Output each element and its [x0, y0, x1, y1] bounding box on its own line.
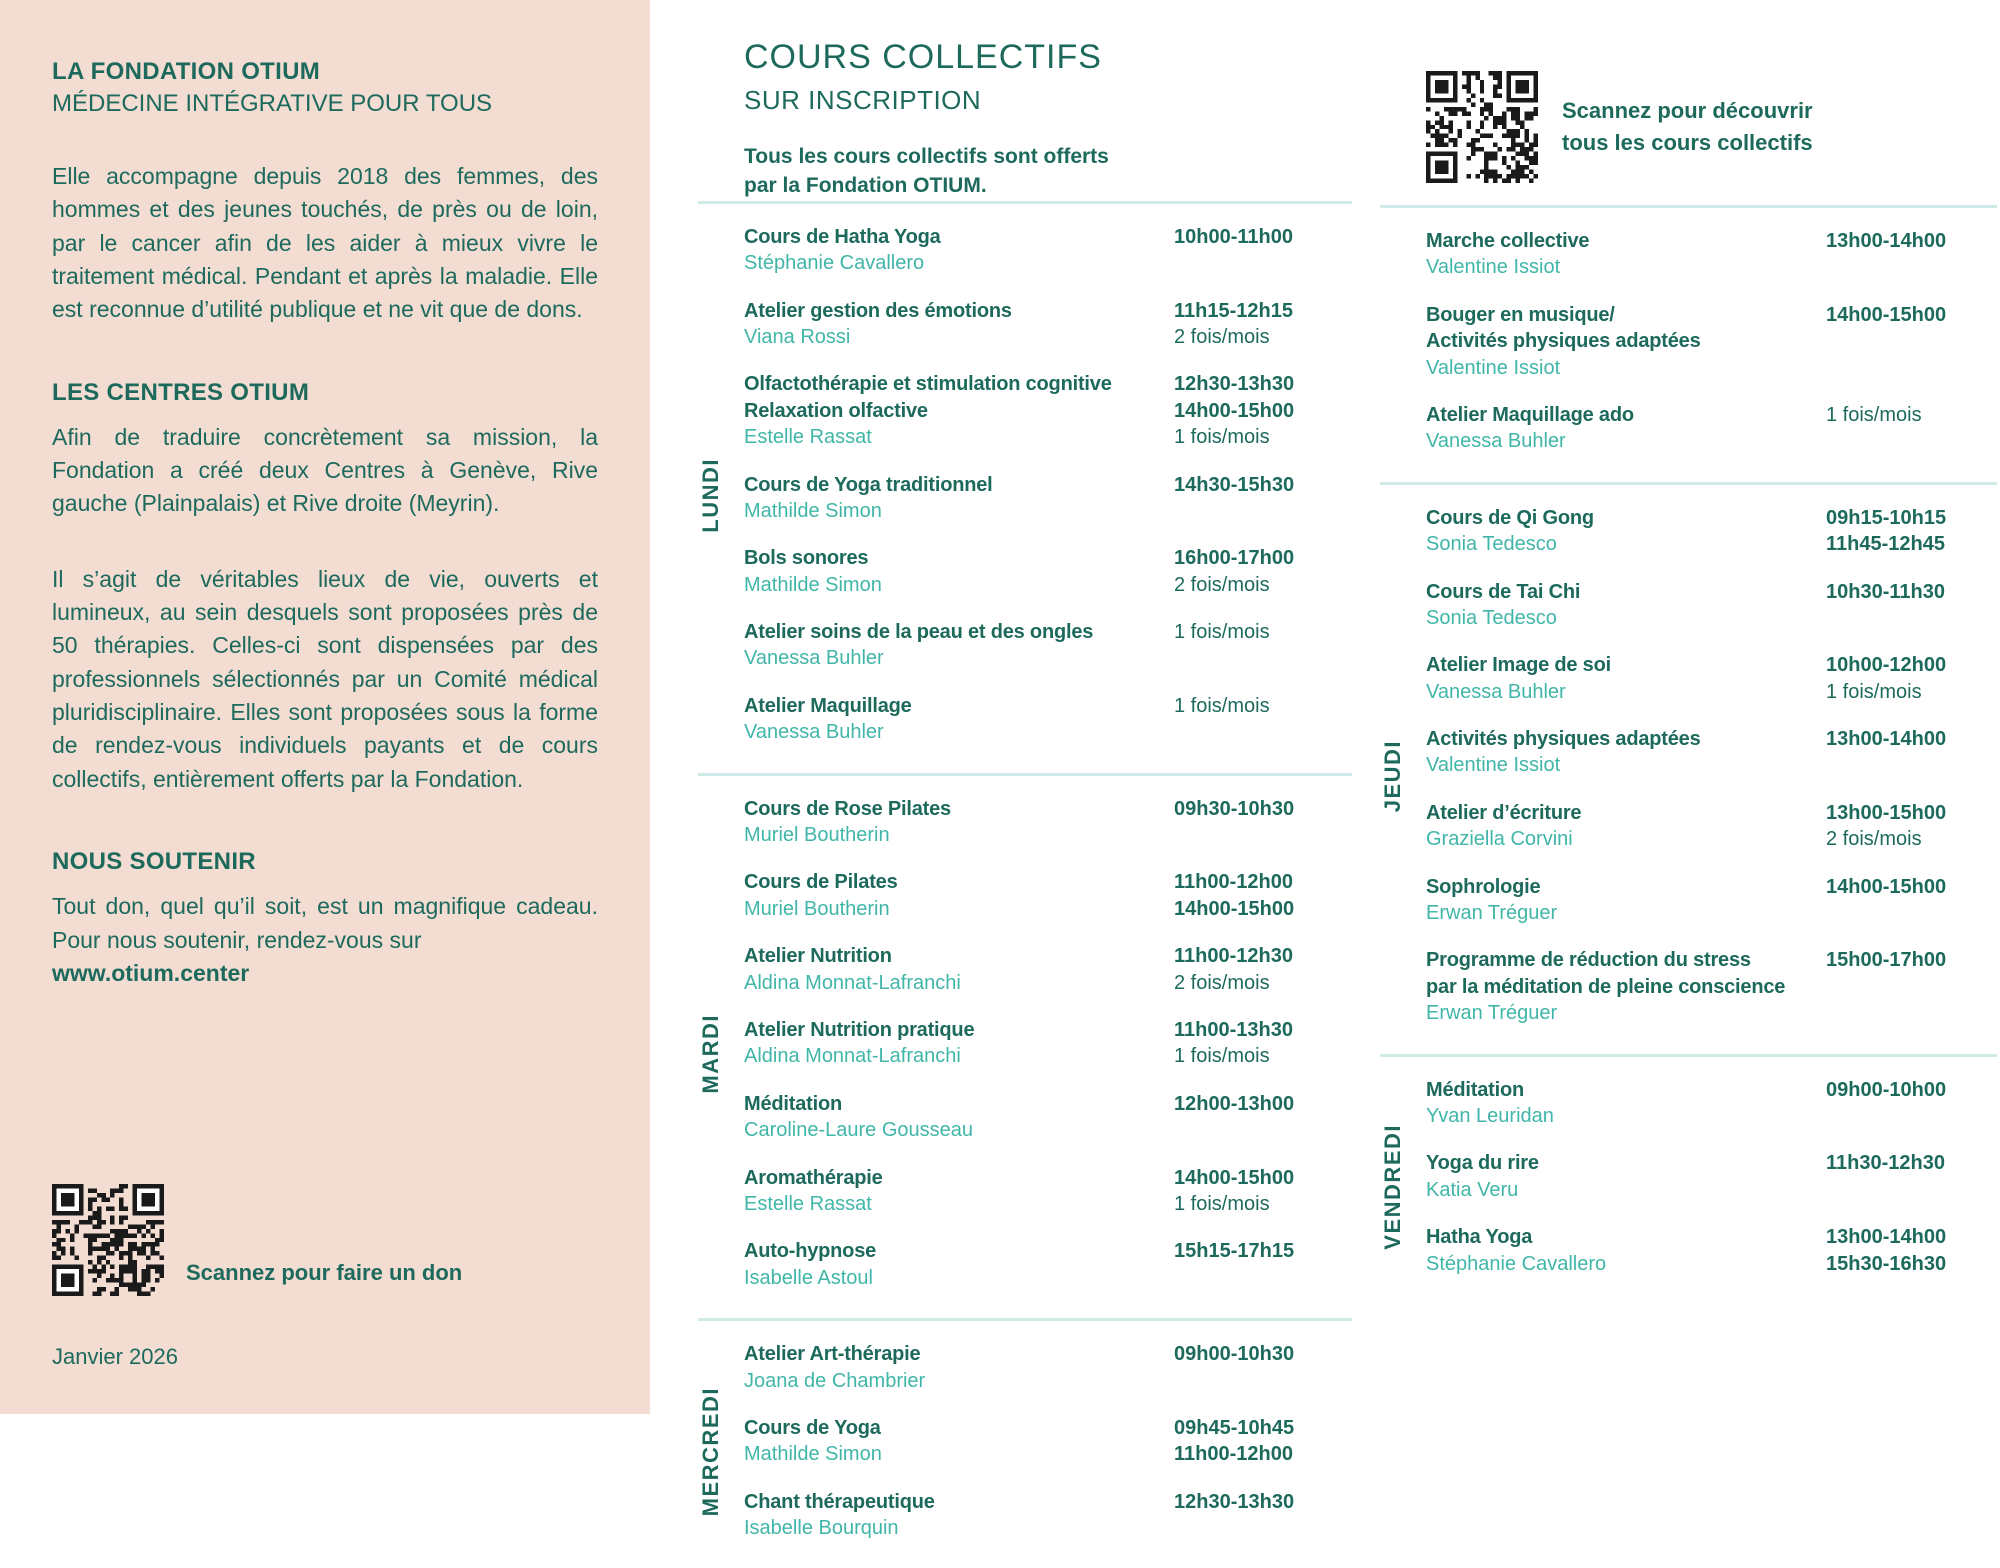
page-title: COURS COLLECTIFS: [744, 38, 1102, 76]
course-instructor: Graziella Corvini: [1426, 828, 1573, 851]
support-text: Tout don, quel qu’il soit, est un magnifique cadeau. Pour nous soutenir, rendez-vous sur: [52, 893, 598, 953]
time-slot: 14h00-15h00: [1826, 875, 1947, 898]
course-row: [744, 1165, 1352, 1218]
course-time: [1826, 726, 1997, 779]
course-time: [1174, 1238, 1352, 1291]
frequency: 1 fois/mois: [1174, 1192, 1270, 1215]
course-title: Atelier d’écriture: [1426, 801, 1582, 824]
discover-qr-block: [1380, 38, 1997, 205]
course-title: Cours de Qi Gong: [1426, 506, 1594, 529]
course-time: [1826, 1150, 1997, 1203]
course-instructor: Isabelle Astoul: [744, 1266, 873, 1289]
course-row: [744, 619, 1352, 672]
course-instructor: Viana Rossi: [744, 325, 851, 348]
day-label-strip: [698, 224, 744, 767]
day-label-strip: [1380, 228, 1426, 476]
course-row: [1426, 1150, 1997, 1203]
frequency: 2 fois/mois: [1826, 828, 1922, 851]
course-title: Cours de Pilates: [744, 871, 898, 894]
course-time: [1174, 371, 1352, 450]
course-instructor: Katia Veru: [1426, 1178, 1519, 1201]
frequency: 1 fois/mois: [1174, 1045, 1270, 1068]
foundation-intro: Elle accompagne depuis 2018 des femmes, des hommes et des jeunes touchés, de près ou de loin, par le cancer afin de les aider à mieux vivre le traitement médical. Pendant et après la maladie. Elle est reconnue d’utilité publique et ne vit que de dons.: [52, 163, 598, 323]
course-info: [744, 1489, 1174, 1542]
time-slot: 09h15-10h15: [1826, 506, 1947, 529]
time-slot: 11h00-12h00: [1174, 871, 1293, 894]
day-group: [1380, 1054, 1997, 1304]
course-title: Cours de Yoga traditionnel: [744, 473, 993, 496]
day-label: LUNDI: [698, 457, 723, 533]
course-info: [744, 298, 1174, 351]
course-title: Cours de Yoga: [744, 1416, 881, 1439]
time-slot: 09h45-10h45: [1174, 1416, 1295, 1439]
course-title: Cours de Rose Pilates: [744, 797, 951, 820]
day-group: [698, 201, 1352, 773]
course-row: [1426, 947, 1997, 1026]
course-instructor: Aldina Monnat-Lafranchi: [744, 971, 961, 994]
course-time: [1826, 947, 1997, 1026]
course-info: [1426, 652, 1826, 705]
time-slot: 11h00-12h30: [1174, 945, 1293, 968]
course-row: [1426, 874, 1997, 927]
course-info: [744, 1238, 1174, 1291]
course-time: [1174, 224, 1352, 277]
course-row: [1426, 652, 1997, 705]
course-instructor: Muriel Boutherin: [744, 897, 890, 920]
course-info: [744, 1415, 1174, 1468]
course-time: [1174, 1341, 1352, 1394]
course-info: [1426, 1077, 1826, 1130]
discover-qr-code-icon: [1426, 71, 1538, 183]
time-slot: 09h00-10h30: [1174, 1343, 1295, 1366]
sidebar: [0, 0, 650, 1414]
course-time: [1826, 1077, 1997, 1130]
frequency: 2 fois/mois: [1174, 971, 1270, 994]
course-instructor: Sonia Tedesco: [1426, 606, 1557, 629]
course-time: [1174, 693, 1352, 746]
course-instructor: Mathilde Simon: [744, 1443, 882, 1466]
day-label: MARDI: [698, 1014, 723, 1094]
course-row: [1426, 505, 1997, 558]
course-row: [1426, 1224, 1997, 1277]
course-info: [744, 1165, 1174, 1218]
course-info: [1426, 947, 1826, 1026]
support-paragraph: [52, 890, 598, 990]
course-instructor: Vanessa Buhler: [1426, 430, 1566, 453]
course-info: [744, 943, 1174, 996]
course-time: [1174, 943, 1352, 996]
course-row: [1426, 579, 1997, 632]
day-groups-right: [1380, 205, 1997, 1304]
course-row: [744, 869, 1352, 922]
donation-qr-code-icon: [52, 1184, 164, 1296]
day-label-strip: [698, 796, 744, 1312]
time-slot: 15h00-17h00: [1826, 949, 1947, 972]
time-slot: 11h00-12h00: [1174, 1443, 1293, 1466]
course-time: [1174, 1091, 1352, 1144]
course-title: Cours de Hatha Yoga: [744, 225, 941, 248]
time-slot: 11h30-12h30: [1826, 1152, 1945, 1175]
course-title: Sophrologie: [1426, 875, 1541, 898]
course-title: Bols sonores: [744, 547, 869, 570]
course-info: [744, 869, 1174, 922]
course-time: [1174, 545, 1352, 598]
course-info: [1426, 505, 1826, 558]
course-info: [1426, 1150, 1826, 1203]
course-title: Atelier Nutrition: [744, 945, 892, 968]
course-info: [1426, 800, 1826, 853]
course-instructor: Aldina Monnat-Lafranchi: [744, 1045, 961, 1068]
day-label: JEUDI: [1380, 740, 1405, 813]
time-slot: 14h00-15h00: [1826, 303, 1947, 326]
schedule-header: [698, 38, 1352, 201]
frequency: 2 fois/mois: [1174, 573, 1270, 596]
foundation-title: LA FONDATION OTIUM: [52, 58, 321, 85]
course-row: [744, 1489, 1352, 1542]
time-slot: 13h00-14h00: [1826, 728, 1947, 751]
course-info: [1426, 1224, 1826, 1277]
course-row: [744, 371, 1352, 450]
course-title: Atelier Image de soi: [1426, 654, 1611, 677]
time-slot: 14h00-15h00: [1174, 1166, 1295, 1189]
course-info: [744, 545, 1174, 598]
course-title: Atelier Nutrition pratique: [744, 1018, 975, 1041]
time-slot: 11h45-12h45: [1826, 533, 1945, 556]
course-title: Atelier Maquillage ado: [1426, 403, 1634, 426]
course-info: [744, 1341, 1174, 1394]
time-slot: 09h30-10h30: [1174, 797, 1295, 820]
day-label-strip: [1380, 1077, 1426, 1298]
course-row: [1426, 800, 1997, 853]
course-row: [744, 1017, 1352, 1070]
course-info: [744, 796, 1174, 849]
time-slot: 15h30-16h30: [1826, 1252, 1947, 1275]
course-title: Hatha Yoga: [1426, 1226, 1533, 1249]
centres-heading: LES CENTRES OTIUM: [52, 378, 310, 406]
time-slot: 11h00-13h30: [1174, 1018, 1293, 1041]
course-info: [744, 371, 1174, 450]
course-row: [744, 545, 1352, 598]
day-label: VENDREDI: [1380, 1124, 1405, 1251]
time-slot: 12h30-13h30: [1174, 1490, 1295, 1513]
course-time: [1174, 1017, 1352, 1070]
schedule-column-left: [698, 38, 1352, 1540]
course-title: Bouger en musique/ Activités physiques adaptées: [1426, 303, 1701, 353]
day-groups-middle: [698, 201, 1352, 1568]
frequency: 1 fois/mois: [1174, 694, 1270, 717]
course-row: [744, 693, 1352, 746]
course-time: [1174, 1415, 1352, 1468]
time-slot: 11h15-12h15: [1174, 299, 1293, 322]
course-title: Olfactothérapie et stimulation cognitive Relaxation olfactive: [744, 373, 1112, 422]
time-slot: 10h00-12h00: [1826, 654, 1947, 677]
course-time: [1826, 579, 1997, 632]
time-slot: 10h30-11h30: [1826, 580, 1945, 603]
course-instructor: Mathilde Simon: [744, 573, 882, 596]
day-group: [698, 1318, 1352, 1568]
schedule-area: [650, 0, 2000, 1540]
course-time: [1174, 869, 1352, 922]
course-list: [1426, 228, 1997, 476]
course-instructor: Yvan Leuridan: [1426, 1104, 1554, 1127]
course-time: [1174, 472, 1352, 525]
course-list: [744, 224, 1352, 767]
course-list: [1426, 505, 1997, 1048]
course-time: [1826, 1224, 1997, 1277]
course-row: [744, 1091, 1352, 1144]
course-row: [744, 472, 1352, 525]
course-title: Chant thérapeutique: [744, 1490, 935, 1513]
course-title: Activités physiques adaptées: [1426, 728, 1701, 751]
time-slot: 09h00-10h00: [1826, 1078, 1947, 1101]
course-instructor: Vanessa Buhler: [1426, 680, 1566, 703]
time-slot: 15h15-17h15: [1174, 1240, 1295, 1263]
course-title: Yoga du rire: [1426, 1152, 1539, 1175]
course-info: [1426, 302, 1826, 381]
course-instructor: Estelle Rassat: [744, 1192, 872, 1215]
frequency: 1 fois/mois: [1826, 403, 1922, 426]
time-slot: 13h00-14h00: [1826, 230, 1947, 252]
frequency: 1 fois/mois: [1174, 621, 1270, 644]
course-list: [1426, 1077, 1997, 1298]
course-row: [1426, 1077, 1997, 1130]
time-slot: 12h00-13h00: [1174, 1092, 1295, 1115]
course-row: [744, 298, 1352, 351]
course-info: [744, 1017, 1174, 1070]
course-info: [1426, 579, 1826, 632]
day-group: [1380, 205, 1997, 482]
course-time: [1826, 800, 1997, 853]
time-slot: 16h00-17h00: [1174, 547, 1295, 570]
time-slot: 14h30-15h30: [1174, 473, 1295, 496]
course-instructor: Joana de Chambrier: [744, 1369, 926, 1392]
course-row: [744, 224, 1352, 277]
course-info: [744, 619, 1174, 672]
time-slot: 14h00-15h00: [1174, 897, 1295, 920]
course-time: [1826, 874, 1997, 927]
course-instructor: Isabelle Bourquin: [744, 1517, 899, 1540]
offer-note: Tous les cours collectifs sont offerts par la Fondation OTIUM.: [744, 145, 1109, 198]
course-row: [744, 1238, 1352, 1291]
course-instructor: Muriel Boutherin: [744, 824, 890, 847]
page-subtitle: SUR INSCRIPTION: [744, 85, 982, 115]
course-instructor: Erwan Tréguer: [1426, 902, 1558, 925]
time-slot: 14h00-15h00: [1174, 399, 1295, 422]
course-info: [744, 1091, 1174, 1144]
course-row: [744, 1341, 1352, 1394]
discover-qr-caption: Scannez pour découvrir tous les cours collectifs: [1562, 97, 1813, 155]
time-slot: 13h00-15h00: [1826, 801, 1947, 824]
frequency: 1 fois/mois: [1826, 680, 1922, 703]
course-time: [1826, 302, 1997, 381]
course-instructor: Estelle Rassat: [744, 426, 872, 449]
course-instructor: Erwan Tréguer: [1426, 1002, 1558, 1025]
course-title: Programme de réduction du stress par la méditation de pleine conscience: [1426, 949, 1786, 998]
support-heading: NOUS SOUTENIR: [52, 848, 256, 876]
course-info: [744, 472, 1174, 525]
course-instructor: Stéphanie Cavallero: [744, 252, 925, 275]
day-label-strip: [1380, 505, 1426, 1048]
website-url: www.otium.center: [52, 959, 250, 986]
centres-paragraph-2: Il s’agit de véritables lieux de vie, ouverts et lumineux, au sein desquels sont proposées près de 50 thérapies. Celles-ci sont dispensées par des professionnels sélectionnés par un Comité médical pluridisciplinaire. Elles sont proposées sous la forme de rendez-vous individuels payants et de cours collectifs, entièrement offerts par la Fondation.: [52, 565, 598, 792]
course-title: Atelier gestion des émotions: [744, 299, 1012, 322]
course-row: [1426, 228, 1997, 281]
course-instructor: Stéphanie Cavallero: [1426, 1252, 1607, 1275]
day-group: [1380, 482, 1997, 1054]
course-info: [1426, 874, 1826, 927]
donation-row: [52, 1184, 598, 1296]
course-title: Méditation: [1426, 1078, 1524, 1101]
course-instructor: Valentine Issiot: [1426, 356, 1561, 379]
course-title: Atelier Art-thérapie: [744, 1343, 921, 1366]
day-label-strip: [698, 1341, 744, 1562]
course-row: [1426, 726, 1997, 779]
course-time: [1826, 402, 1997, 455]
course-time: [1174, 1165, 1352, 1218]
course-title: Marche collective: [1426, 230, 1590, 252]
course-instructor: Vanessa Buhler: [744, 647, 884, 670]
time-slot: 12h30-13h30: [1174, 373, 1295, 396]
course-row: [744, 796, 1352, 849]
course-time: [1174, 796, 1352, 849]
course-row: [744, 1415, 1352, 1468]
course-title: Cours de Tai Chi: [1426, 580, 1581, 603]
time-slot: 13h00-14h00: [1826, 1226, 1947, 1249]
course-list: [744, 796, 1352, 1312]
course-instructor: Mathilde Simon: [744, 499, 882, 522]
donation-qr-caption: Scannez pour faire un don: [186, 1260, 463, 1285]
course-time: [1174, 298, 1352, 351]
schedule-column-right: [1380, 38, 1997, 1414]
course-info: [744, 224, 1174, 277]
time-slot: 10h00-11h00: [1174, 225, 1293, 248]
day-label: MERCREDI: [698, 1387, 723, 1517]
course-time: [1174, 1489, 1352, 1542]
course-info: [744, 693, 1174, 746]
course-title: Auto-hypnose: [744, 1240, 877, 1263]
course-row: [1426, 302, 1997, 381]
frequency: 2 fois/mois: [1174, 325, 1270, 348]
course-title: Atelier soins de la peau et des ongles: [744, 621, 1094, 644]
course-row: [1426, 402, 1997, 455]
day-group: [698, 773, 1352, 1318]
course-info: [1426, 402, 1826, 455]
course-info: [1426, 726, 1826, 779]
course-instructor: Valentine Issiot: [1426, 754, 1561, 777]
course-instructor: Sonia Tedesco: [1426, 533, 1557, 556]
course-instructor: Caroline-Laure Gousseau: [744, 1119, 974, 1142]
issue-date: Janvier 2026: [52, 1344, 178, 1369]
course-title: Méditation: [744, 1092, 842, 1115]
course-title: Aromathérapie: [744, 1166, 883, 1189]
frequency: 1 fois/mois: [1174, 426, 1270, 449]
centres-paragraph-1: Afin de traduire concrètement sa mission, la Fondation a créé deux Centres à Genève, Rive gauche (Plainpalais) et Rive droite (Meyrin).: [52, 423, 598, 517]
course-title: Atelier Maquillage: [744, 694, 912, 717]
course-time: [1826, 228, 1997, 281]
course-instructor: Valentine Issiot: [1426, 256, 1561, 279]
foundation-subtitle: MÉDECINE INTÉGRATIVE POUR TOUS: [52, 90, 493, 117]
course-row: [744, 943, 1352, 996]
course-instructor: Vanessa Buhler: [744, 721, 884, 744]
course-time: [1826, 652, 1997, 705]
course-info: [1426, 228, 1826, 281]
course-time: [1174, 619, 1352, 672]
course-list: [744, 1341, 1352, 1562]
course-time: [1826, 505, 1997, 558]
